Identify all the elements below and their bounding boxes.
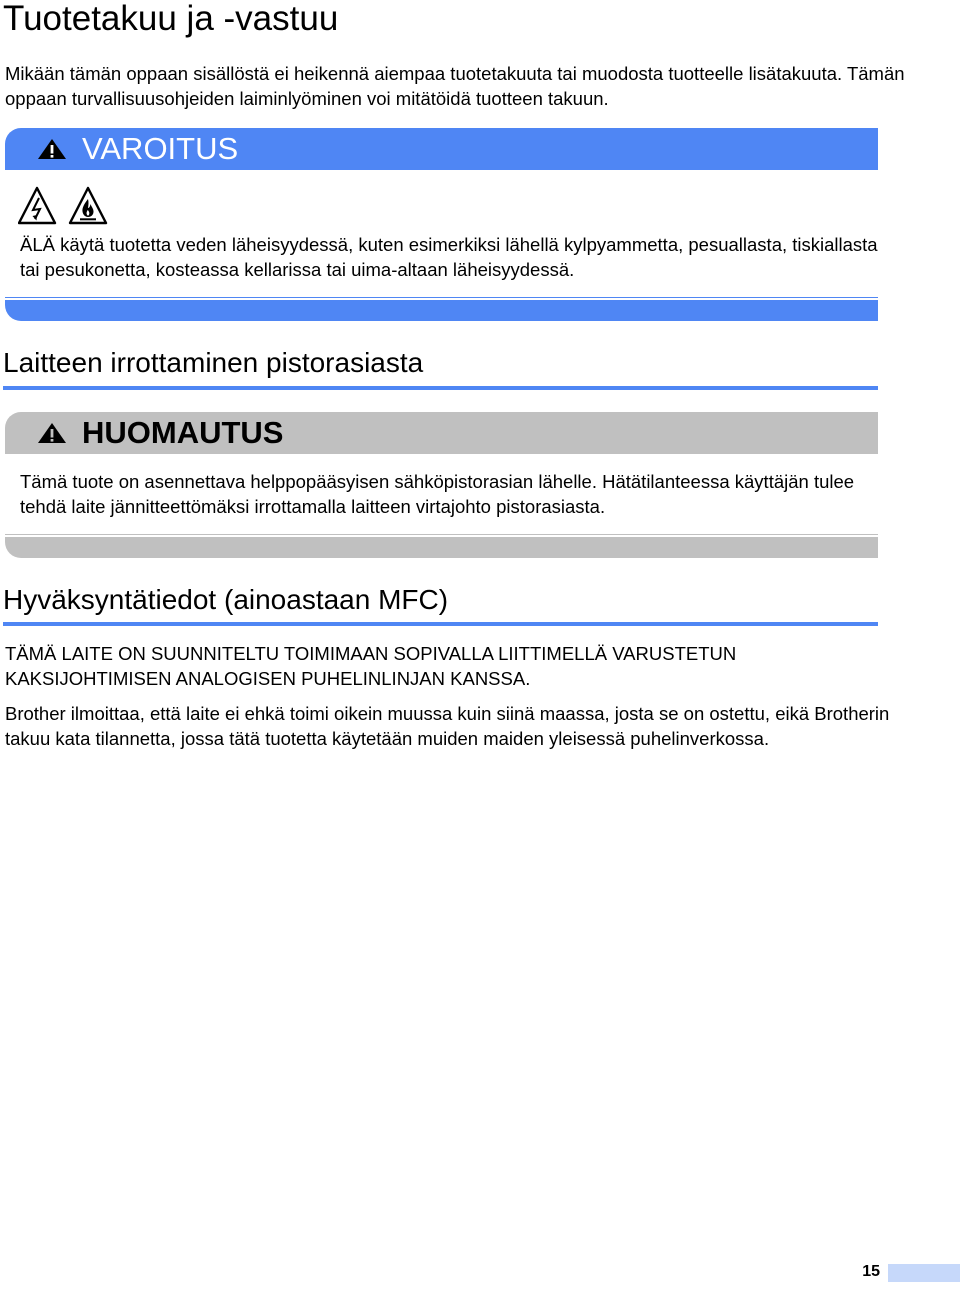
section-heading-unplugging: Laitteen irrottaminen pistorasiasta	[3, 347, 424, 378]
hazard-icons	[18, 186, 110, 231]
caution-label: HUOMAUTUS	[82, 415, 284, 450]
section-rule	[3, 622, 878, 626]
intro-paragraph: Mikään tämän oppaan sisällöstä ei heikennä aiempaa tuotetakuuta tai muodosta tuotteelle lisätakuuta. Tämän oppaan turvallisuusohjeiden laiminlyöminen voi mitätöidä tuotteen takuun.	[5, 63, 905, 109]
warning-label: VAROITUS	[82, 131, 239, 166]
page-tab-marker	[888, 1264, 960, 1282]
warning-header	[5, 128, 878, 170]
approval-paragraph-1: TÄMÄ LAITE ON SUUNNITELTU TOIMIMAAN SOPIVALLA LIITTIMELLÄ VARUSTETUN KAKSIJOHTIMISEN ANALOGISEN PUHELINLINJAN KANSSA.	[5, 643, 737, 689]
fire-hazard-icon	[70, 188, 106, 223]
caution-footer-bar	[5, 537, 878, 558]
section-rule	[3, 386, 878, 390]
page-title: Tuotetakuu ja -vastuu	[3, 0, 339, 38]
warning-triangle-icon	[37, 138, 67, 165]
caution-footer-rule	[5, 534, 878, 535]
caution-text: Tämä tuote on asennettava helppopääsyisen sähköpistorasian lähelle. Hätätilanteessa käyttäjän tulee tehdä laite jännitteettömäksi irrottamalla laitteen virtajohto pistorasiasta.	[20, 471, 855, 517]
warning-footer-rule	[5, 297, 878, 298]
electrical-hazard-icon	[19, 188, 55, 223]
section-heading-approval: Hyväksyntätiedot (ainoastaan MFC)	[3, 584, 449, 615]
page-number: 15	[862, 1263, 880, 1280]
caution-header	[5, 412, 878, 454]
warning-text: ÄLÄ käytä tuotetta veden läheisyydessä, kuten esimerkiksi lähellä kylpyammetta, pesuallasta, tiskiallasta tai pesukonetta, kosteassa kellarissa tai uima-altaan läheisyydessä.	[20, 234, 878, 280]
warning-footer-bar	[5, 300, 878, 321]
caution-triangle-icon	[37, 422, 67, 449]
approval-paragraph-2: Brother ilmoittaa, että laite ei ehkä toimi oikein muussa kuin siinä maassa, josta se on ostettu, eikä Brotherin takuu kata tilannetta, jossa tätä tuotetta käytetään muiden maiden yleisessä puhelinverkossa.	[5, 703, 890, 749]
